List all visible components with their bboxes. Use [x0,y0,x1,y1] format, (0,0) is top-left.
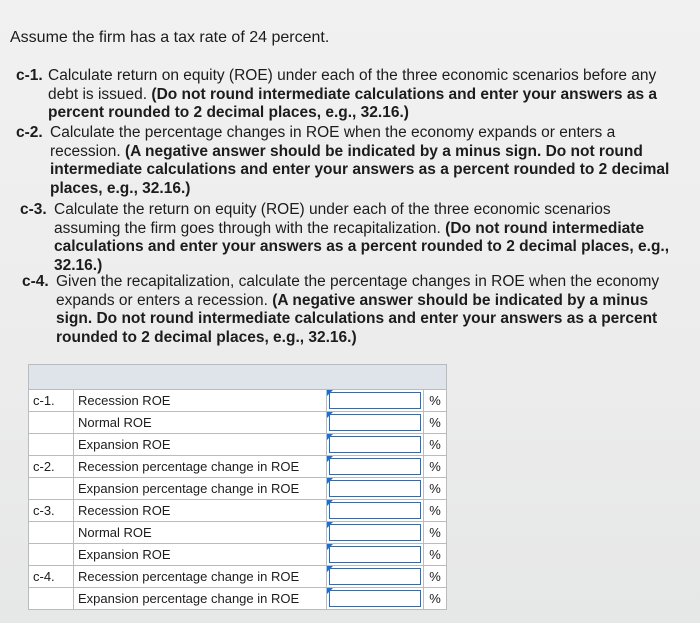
answer-input-cell[interactable] [327,456,424,478]
row-label: Normal ROE [74,522,327,544]
question-c1 [16,67,676,123]
table-row [29,588,447,610]
input-marker-icon [327,522,333,528]
question-instruction: (Do not round intermediate calculations and enter your answers as a percent rounded to 2 decimal places, e.g., 32.16.) [48,85,657,122]
answer-input-cell[interactable] [327,566,424,588]
percent-unit: % [424,434,447,456]
row-code [29,588,74,610]
input-marker-icon [327,544,333,550]
percent-unit: % [424,390,447,412]
answer-input-cell[interactable] [327,390,424,412]
table-header-row [29,365,447,390]
percent-unit: % [424,500,447,522]
row-code: c-2. [29,456,74,478]
percent-unit: % [424,544,447,566]
question-instruction: (A negative answer should be indicated by a minus sign. Do not round intermediate calculations and enter your answers as a percent rounded to 2 decimal places, e.g., 32.16.) [50,142,670,197]
question-text: Calculate return on equity (ROE) under each of the three economic scenarios before any debt is issued. [48,67,657,103]
input-marker-icon [327,566,333,572]
answer-input[interactable] [329,568,421,585]
question-instruction: (Do not round intermediate calculations and enter your answers as a percent rounded to 2 decimal places, e.g., 32.16.) [54,219,670,274]
table-row [29,478,447,500]
input-marker-icon [327,412,333,418]
table-row [29,390,447,412]
question-label: c-2. [16,124,43,141]
percent-unit: % [424,456,447,478]
answer-input[interactable] [329,414,421,431]
row-label: Expansion ROE [74,544,327,566]
question-text: Given the recapitalization, calculate the percentage changes in ROE when the economy expands or enters a recession. [56,273,660,309]
answer-table [28,364,447,610]
row-code [29,544,74,566]
table-row [29,500,447,522]
answer-input-cell[interactable] [327,434,424,456]
question-label: c-4. [22,273,49,290]
answer-input[interactable] [329,546,421,563]
row-code: c-4. [29,566,74,588]
table-row [29,412,447,434]
question-label: c-1. [16,67,43,84]
answer-input-cell[interactable] [327,544,424,566]
answer-input[interactable] [329,590,421,607]
percent-unit: % [424,566,447,588]
answer-input-cell[interactable] [327,500,424,522]
row-label: Normal ROE [74,412,327,434]
answer-input[interactable] [329,524,421,541]
question-text: Calculate the return on equity (ROE) under each of the three economic scenarios assuming the firm goes through with the recapitalization. [54,201,611,237]
percent-unit: % [424,522,447,544]
row-label: Recession percentage change in ROE [74,456,327,478]
input-marker-icon [327,456,333,462]
input-marker-icon [327,478,333,484]
input-marker-icon [327,390,333,396]
question-c2 [16,124,676,198]
percent-unit: % [424,412,447,434]
answer-input-cell[interactable] [327,522,424,544]
question-c3 [20,201,680,275]
answer-input-cell[interactable] [327,478,424,500]
percent-unit: % [424,478,447,500]
row-code: c-3. [29,500,74,522]
question-text: Calculate the percentage changes in ROE when the economy expands or enters a recession. [50,124,616,160]
table-row [29,544,447,566]
intro-text: Assume the firm has a tax rate of 24 percent. [10,29,330,46]
input-marker-icon [327,500,333,506]
question-c4 [22,273,682,347]
row-label: Recession ROE [74,500,327,522]
answer-input[interactable] [329,502,421,519]
answer-input[interactable] [329,436,421,453]
row-label: Expansion percentage change in ROE [74,588,327,610]
question-instruction: (A negative answer should be indicated by a minus sign. Do not round intermediate calculations and enter your answers as a percent rounded to 2 decimal places, e.g., 32.16.) [56,291,658,346]
table-row [29,566,447,588]
row-label: Expansion percentage change in ROE [74,478,327,500]
answer-input-cell[interactable] [327,588,424,610]
row-label: Expansion ROE [74,434,327,456]
input-marker-icon [327,434,333,440]
answer-input[interactable] [329,458,421,475]
question-label: c-3. [20,201,47,218]
row-code [29,412,74,434]
answer-input-cell[interactable] [327,412,424,434]
answer-input[interactable] [329,480,421,497]
table-row [29,522,447,544]
row-label: Recession percentage change in ROE [74,566,327,588]
row-code: c-1. [29,390,74,412]
row-code [29,522,74,544]
table-row [29,456,447,478]
row-code [29,434,74,456]
input-marker-icon [327,588,333,594]
row-label: Recession ROE [74,390,327,412]
table-row [29,434,447,456]
percent-unit: % [424,588,447,610]
row-code [29,478,74,500]
answer-input[interactable] [329,392,421,409]
